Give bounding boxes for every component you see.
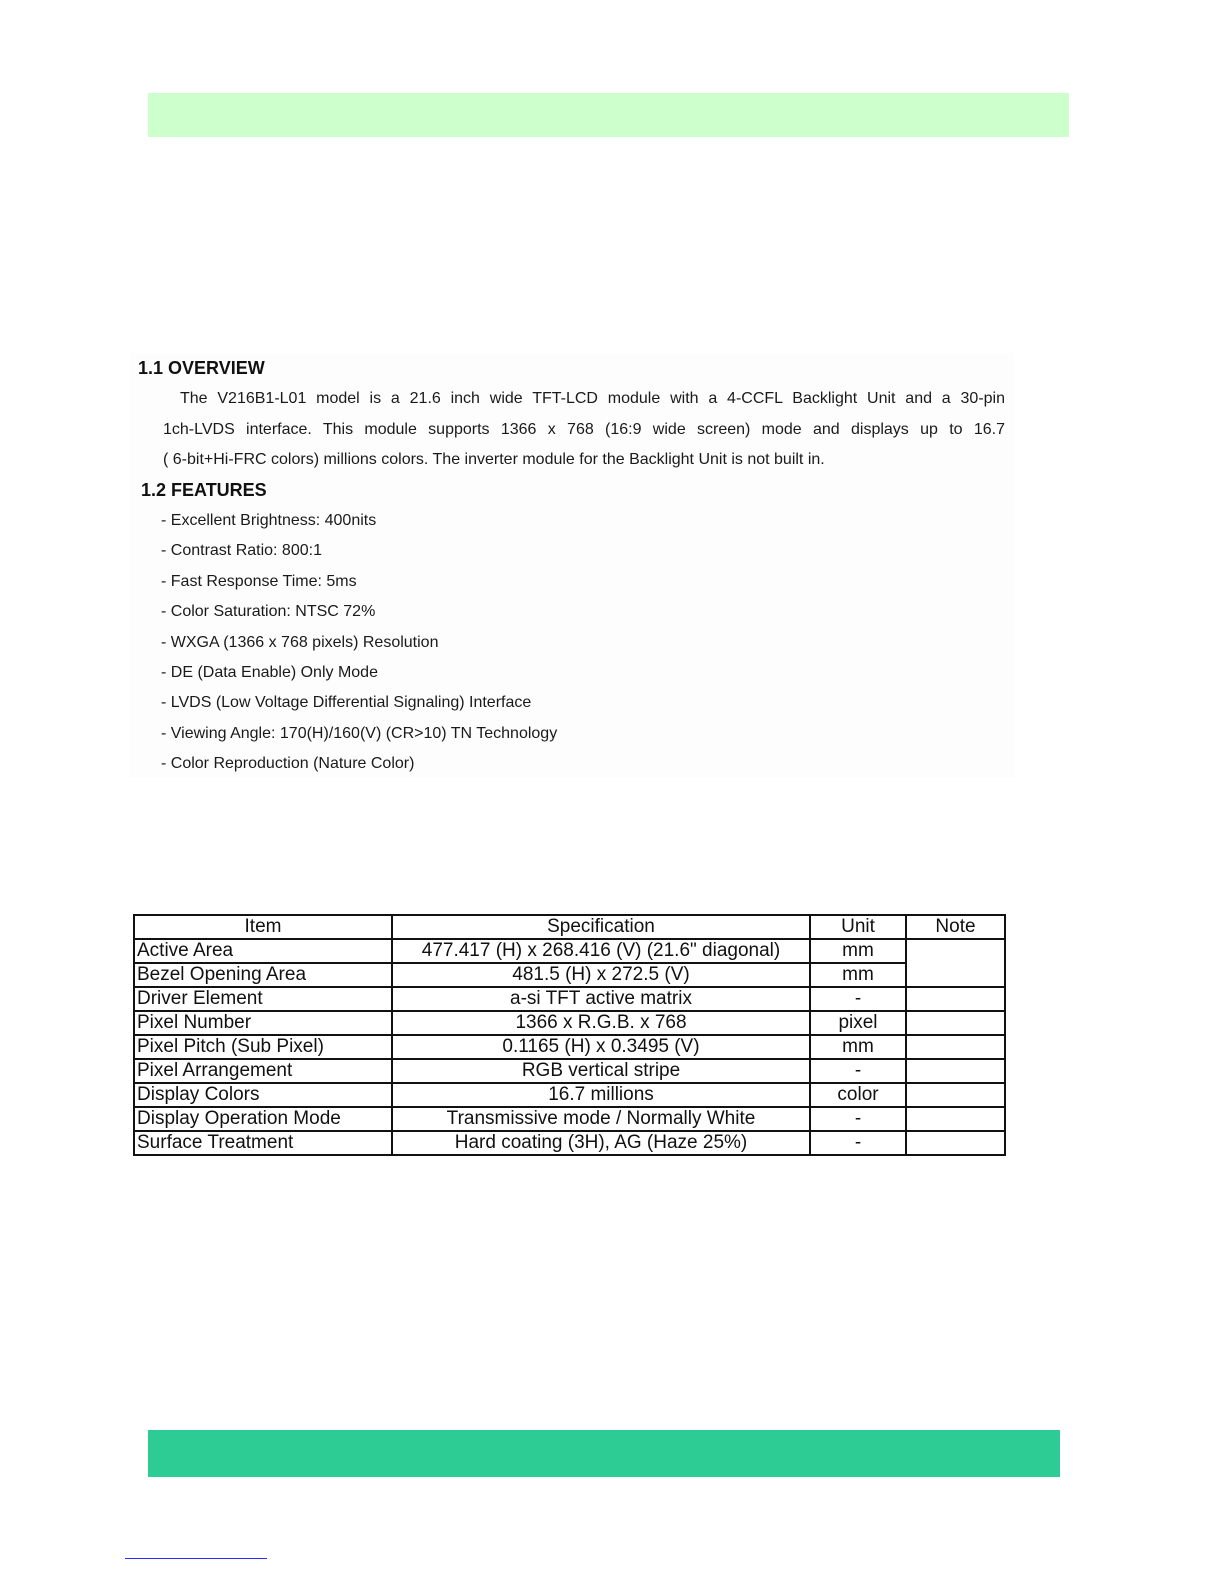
note-cell xyxy=(906,1059,1005,1083)
feature-item: - Color Reproduction (Nature Color) xyxy=(161,755,415,773)
feature-item: - WXGA (1366 x 768 pixels) Resolution xyxy=(161,633,439,651)
specification-cell: 477.417 (H) x 268.416 (V) (21.6" diagonal) xyxy=(392,939,810,963)
item-cell: Surface Treatment xyxy=(134,1131,392,1155)
feature-item: - Color Saturation: NTSC 72% xyxy=(161,603,376,621)
specification-cell: 1366 x R.G.B. x 768 xyxy=(392,1011,810,1035)
unit-cell: mm xyxy=(810,939,906,963)
overview-line: The V216B1-L01 model is a 21.6 inch wide TFT-LCD module with a 4-CCFL Backlight Unit and a 30-pin xyxy=(180,390,1005,407)
features-heading: 1.2 FEATURES xyxy=(141,480,267,500)
item-cell: Display Operation Mode xyxy=(134,1107,392,1131)
features-list xyxy=(161,506,557,780)
item-cell: Active Area xyxy=(134,939,392,963)
unit-cell: mm xyxy=(810,1035,906,1059)
overview-heading: 1.1 OVERVIEW xyxy=(138,358,265,378)
specification-cell: a-si TFT active matrix xyxy=(392,987,810,1011)
specification-cell: 0.1165 (H) x 0.3495 (V) xyxy=(392,1035,810,1059)
column-header-note: Note xyxy=(906,915,1005,939)
overview-line: ( 6-bit+Hi-FRC colors) millions colors. The inverter module for the Backlight Unit is not built in. xyxy=(163,451,825,468)
unit-cell: - xyxy=(810,1107,906,1131)
table-row xyxy=(134,1035,1005,1059)
table-row xyxy=(134,1011,1005,1035)
feature-item: - Viewing Angle: 170(H)/160(V) (CR>10) TN Technology xyxy=(161,724,558,742)
column-header-specification: Specification xyxy=(392,915,810,939)
note-cell xyxy=(906,987,1005,1011)
feature-item: - LVDS (Low Voltage Differential Signaling) Interface xyxy=(161,694,532,712)
column-header-item: Item xyxy=(134,915,392,939)
unit-cell: - xyxy=(810,1131,906,1155)
feature-item: - Contrast Ratio: 800:1 xyxy=(161,542,322,560)
specification-cell: Transmissive mode / Normally White xyxy=(392,1107,810,1131)
note-cell xyxy=(906,1083,1005,1107)
column-header-unit: Unit xyxy=(810,915,906,939)
item-cell: Bezel Opening Area xyxy=(134,963,392,987)
item-cell: Pixel Number xyxy=(134,1011,392,1035)
header-band xyxy=(148,93,1069,137)
table-row xyxy=(134,1131,1005,1155)
item-cell: Pixel Arrangement xyxy=(134,1059,392,1083)
unit-cell: - xyxy=(810,1059,906,1083)
overview-paragraph xyxy=(163,384,1005,476)
note-cell xyxy=(906,1131,1005,1155)
specification-cell: Hard coating (3H), AG (Haze 25%) xyxy=(392,1131,810,1155)
table-row xyxy=(134,963,1005,987)
footer-band xyxy=(148,1430,1060,1477)
table-row xyxy=(134,987,1005,1011)
unit-cell: - xyxy=(810,987,906,1011)
feature-item: - Excellent Brightness: 400nits xyxy=(161,512,377,529)
unit-cell: pixel xyxy=(810,1011,906,1035)
note-cell xyxy=(906,1011,1005,1035)
feature-item: - DE (Data Enable) Only Mode xyxy=(161,664,378,682)
specification-cell: 481.5 (H) x 272.5 (V) xyxy=(392,963,810,987)
footnote-separator xyxy=(125,1558,267,1559)
table-row xyxy=(134,1107,1005,1131)
specification-table xyxy=(133,914,1006,1156)
table-row xyxy=(134,1083,1005,1107)
table-header-row xyxy=(134,915,1005,939)
item-cell: Pixel Pitch (Sub Pixel) xyxy=(134,1035,392,1059)
unit-cell: color xyxy=(810,1083,906,1107)
overview-line: 1ch-LVDS interface. This module supports 1366 x 768 (16:9 wide screen) mode and displays up to 16.7 xyxy=(163,420,1005,438)
note-cell xyxy=(906,1107,1005,1131)
item-cell: Display Colors xyxy=(134,1083,392,1107)
note-cell xyxy=(906,1035,1005,1059)
specification-cell: RGB vertical stripe xyxy=(392,1059,810,1083)
specification-cell: 16.7 millions xyxy=(392,1083,810,1107)
table-row xyxy=(134,939,1005,963)
feature-item: - Fast Response Time: 5ms xyxy=(161,572,357,590)
table-row xyxy=(134,1059,1005,1083)
note-cell xyxy=(906,939,1005,987)
item-cell: Driver Element xyxy=(134,987,392,1011)
unit-cell: mm xyxy=(810,963,906,987)
